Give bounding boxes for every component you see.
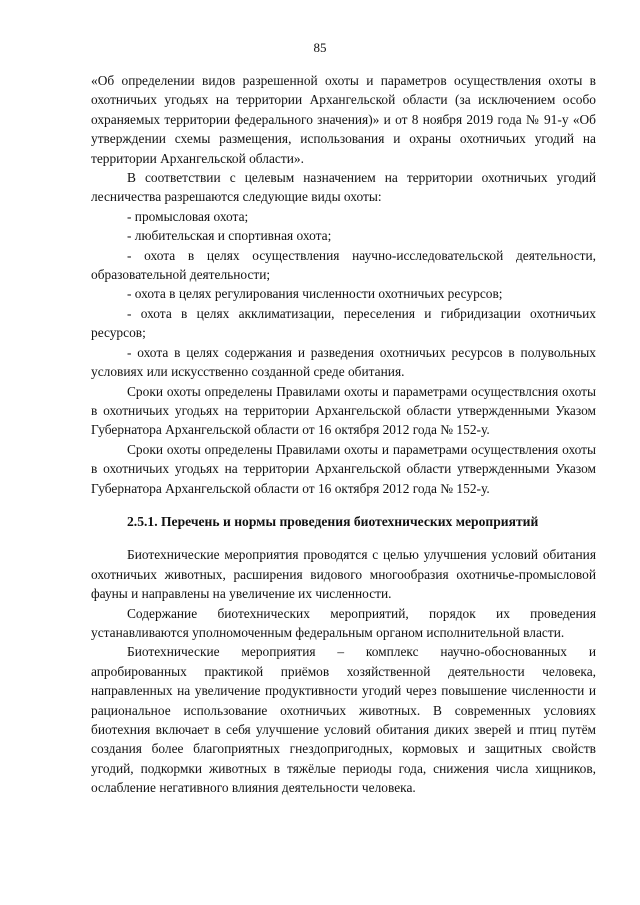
document-body (91, 71, 596, 798)
paragraph-hunting-types-intro: В соответствии с целевым назначением на территории охотничьих угодий лесничества разрешаются следующие виды охоты: (91, 170, 596, 205)
paragraph-hunting-terms-repeat: Сроки охоты определены Правилами охоты и параметрами осуществления охоты в охотничьих угодьях на территории Архангельской области утвержденными Указом Губернатора Архангельской области от 16 октября 2012 года № 152-у. (91, 441, 596, 496)
hunting-types-list (91, 207, 596, 382)
list-item: - охота в целях акклиматизации, переселения и гибридизации охотничьих ресурсов; (91, 305, 596, 341)
paragraph-hunting-terms: Сроки охоты определены Правилами охоты и параметрами осуществлсния охоты в охотничьих угодьях на территории Архангельской области утвержденными Указом Губернатора Архангельской области от 16 октября 2012 года № 152-у. (91, 383, 596, 438)
paragraph-biotech-definition: Биотехнические мероприятия – комплекс научно-обоснованных и апробированных практикой приёмов хозяйственной деятельности человека, направленных на увеличение продуктивности угодий через повышение численности и рациональное использование охотничьих животных. В современных условиях биотехния включает в себя улучшение условий обитания диких зверей и птиц путём создания более благоприятных гнездопригодных, кормовых и защитных свойств угодий, подкормки животных в тяжёлые периоды года, снижения числа хищников, ослабление негативного влияния деятельности человека. (91, 644, 596, 796)
list-item: - промысловая охота; (127, 208, 249, 224)
paragraph-biotech-purpose: Биотехнические мероприятия проводятся с целью улучшения условий обитания охотничьих животных, расширения видового многообразия охотничье-промысловой фауны и направлены на увеличение их численности. (91, 547, 596, 602)
section-heading: 2.5.1. Перечень и нормы проведения биотехнических мероприятий (127, 513, 539, 529)
page-number: 85 (313, 40, 327, 55)
list-item: - любительская и спортивная охота; (127, 228, 332, 244)
list-item: - охота в целях содержания и разведения охотничьих ресурсов в полувольных условиях или искусственно созданной среде обитания. (91, 344, 596, 380)
paragraph-biotech-content: Содержание биотехнических мероприятий, порядок их проведения устанавливаются уполномоченным федеральным органом исполнительной власти. (91, 605, 596, 640)
list-item: - охота в целях осуществления научно-исследовательской деятельности, образовательной деятельности; (91, 247, 596, 283)
paragraph-decree-reference: «Об определении видов разрешенной охоты и параметров осуществления охоты в охотничьих угодьях на территории Архангельской области (за исключением особо охраняемых территории федерального значения)» и от 8 ноября 2019 года № 91-у «Об утверждении схемы размещения, использования и охраны охотничьих угодий на территории Архангельской области». (91, 73, 596, 166)
list-item: - охота в целях регулирования численности охотничьих ресурсов; (127, 286, 503, 302)
